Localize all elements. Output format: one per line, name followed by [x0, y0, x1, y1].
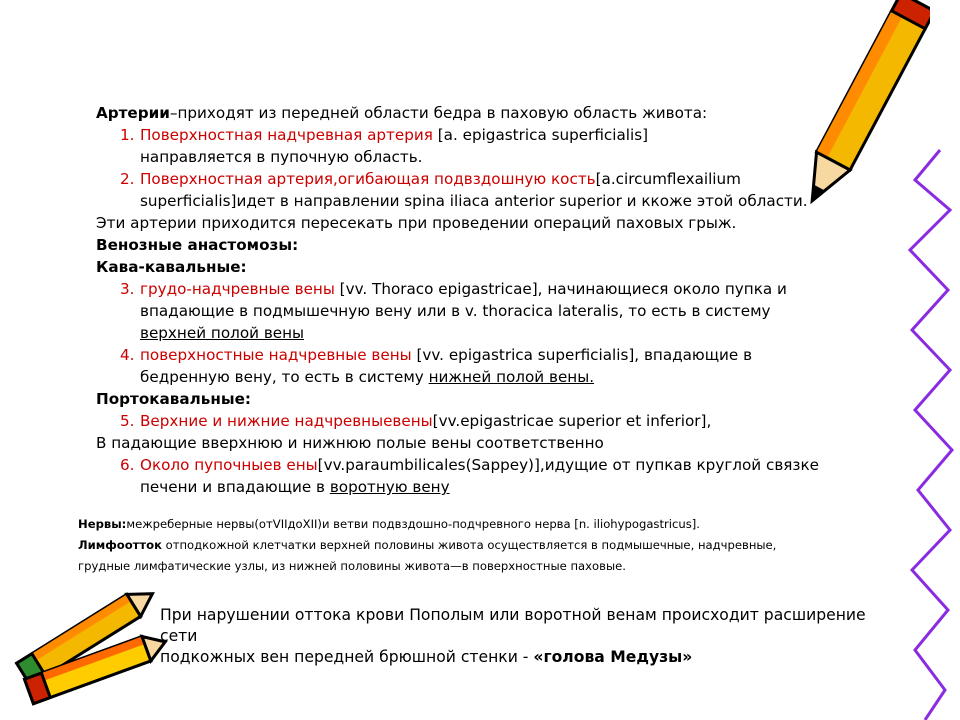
lymph-label: Лимфоотток	[78, 538, 162, 552]
bottom-line-1: При нарушении оттока крови Пополым или воротной венам происходит расширение	[160, 606, 866, 624]
list-item-3	[96, 278, 896, 344]
item-5-text: [vv.epigastricae superior et inferior],	[432, 412, 712, 430]
list-item-5	[96, 410, 896, 432]
item-6-red: Около пупочныев ены	[140, 456, 318, 474]
item-3-text: [vv. Thoraco epigastricae], начинающиеся около пупка и	[334, 280, 787, 298]
nerves-text: межреберные нервы(отVIIдоXII)и ветви подвздошно-подчревного нерва [n. iliohypogastricus].	[126, 517, 700, 531]
lymph-cont: грудные лимфатические узлы, из нижней половины живота—в поверхностные паховые.	[78, 559, 626, 573]
item-5-number: 5.	[120, 412, 135, 430]
list-item-6	[96, 454, 896, 498]
arteries-intro: –приходят из передней области бедра в паховую область живота:	[169, 104, 708, 122]
item-4-number: 4.	[120, 346, 135, 364]
item-1-cont: направляется в пупочную область.	[140, 148, 423, 166]
item-1-red: Поверхностная надчревная артерия	[140, 126, 433, 144]
arteries-heading-line	[96, 102, 896, 124]
item-4-cont: бедренную вену, то есть в систему	[140, 368, 429, 386]
item-6-number: 6.	[120, 456, 135, 474]
bottom-line-2: сети	[160, 627, 198, 645]
list-item-1	[96, 124, 896, 168]
list-item-2	[96, 168, 896, 212]
porto-title: Портокавальные:	[96, 390, 251, 408]
item-3-red: грудо-надчревные вены	[140, 280, 335, 298]
bottom-line-3-text: подкожных вен передней брюшной стенки -	[160, 648, 534, 666]
item-5-red: Верхние и нижние надчревныевены	[140, 412, 433, 430]
item-2-text: [a.circumflexailium	[595, 170, 741, 188]
list-item-4	[96, 344, 896, 388]
kava-title: Кава-кавальные:	[96, 258, 247, 276]
bottom-text-block	[160, 605, 950, 668]
porto-note: В падающие вверхнюю и нижнюю полые вены соответственно	[96, 434, 604, 452]
item-3-underline: верхней полой вены	[140, 324, 305, 342]
nerves-line	[78, 514, 898, 535]
item-4-underline: нижней полой вены.	[428, 368, 595, 386]
item-2-number: 2.	[120, 170, 135, 188]
medusa-head-label: «голова Медузы»	[533, 648, 693, 666]
item-4-red: поверхностные надчревные вены	[140, 346, 412, 364]
item-6-cont: печени и впадающие в	[140, 478, 330, 496]
item-3-cont: впадающие в подмышечную вену или в v. thoracica lateralis, то есть в систему	[140, 302, 771, 320]
item-2-cont: superficialis]идет в направлении spina iliaca anterior superior и ккоже этой области.	[140, 192, 808, 210]
item-4-text: [vv. epigastrica superficialis], впадающие в	[411, 346, 753, 364]
arteries-note: Эти артерии приходится пересекать при проведении операций паховых грыж.	[96, 214, 737, 232]
small-text-block	[78, 514, 898, 577]
item-2-red: Поверхностная артерия,огибающая подвздошную кость	[140, 170, 596, 188]
item-1-text: [a. epigastrica superficialis]	[432, 126, 649, 144]
arteries-title: Артерии	[96, 104, 170, 122]
lymph-line	[78, 535, 898, 556]
main-text-block	[96, 102, 896, 498]
item-6-text: [vv.paraumbilicales(Sappey)],идущие от пупкав круглой связке	[317, 456, 820, 474]
item-3-number: 3.	[120, 280, 135, 298]
bottom-line-3	[160, 647, 950, 668]
pencils-icon	[0, 580, 170, 720]
lymph-text: отподкожной клетчатки верхней половины живота осуществляется в подмышечные, надчревные,	[161, 538, 777, 552]
venous-title: Венозные анастомозы:	[96, 236, 299, 254]
item-1-number: 1.	[120, 126, 135, 144]
nerves-label: Нервы:	[78, 517, 127, 531]
item-6-underline: воротную вену	[329, 478, 450, 496]
